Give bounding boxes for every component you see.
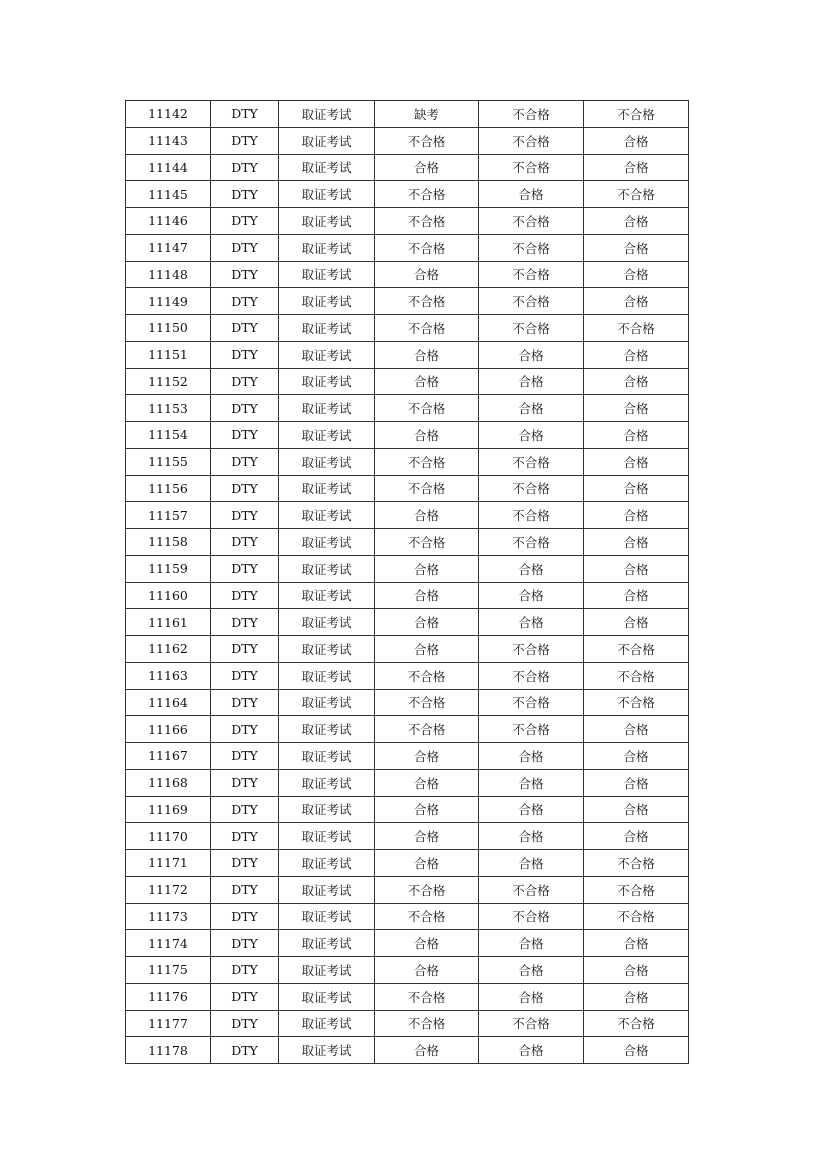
result-2-cell: 不合格 [479, 1010, 584, 1037]
table-row [126, 261, 689, 288]
result-2-cell: 合格 [479, 181, 584, 208]
category-code-cell: DTY [211, 636, 279, 663]
exam-type-cell: 取证考试 [279, 127, 375, 154]
table-row [126, 154, 689, 181]
result-3-cell: 不合格 [584, 101, 689, 128]
category-code-cell: DTY [211, 181, 279, 208]
table-row [126, 796, 689, 823]
table-row [126, 903, 689, 930]
result-2-cell: 不合格 [479, 662, 584, 689]
exam-type-cell: 取证考试 [279, 689, 375, 716]
category-code-cell: DTY [211, 850, 279, 877]
table-row [126, 448, 689, 475]
result-2-cell: 不合格 [479, 636, 584, 663]
exam-type-cell: 取证考试 [279, 796, 375, 823]
result-2-cell: 不合格 [479, 261, 584, 288]
result-1-cell: 合格 [375, 261, 479, 288]
result-2-cell: 合格 [479, 743, 584, 770]
result-3-cell: 合格 [584, 716, 689, 743]
category-code-cell: DTY [211, 475, 279, 502]
result-2-cell: 合格 [479, 555, 584, 582]
candidate-number-cell: 11170 [126, 823, 211, 850]
result-3-cell: 合格 [584, 368, 689, 395]
exam-type-cell: 取证考试 [279, 502, 375, 529]
result-3-cell: 不合格 [584, 1010, 689, 1037]
result-1-cell: 不合格 [375, 1010, 479, 1037]
category-code-cell: DTY [211, 368, 279, 395]
result-2-cell: 合格 [479, 769, 584, 796]
result-3-cell: 合格 [584, 796, 689, 823]
result-2-cell: 不合格 [479, 154, 584, 181]
result-3-cell: 合格 [584, 448, 689, 475]
results-table [125, 100, 689, 1064]
category-code-cell: DTY [211, 823, 279, 850]
exam-type-cell: 取证考试 [279, 743, 375, 770]
result-1-cell: 不合格 [375, 689, 479, 716]
result-1-cell: 合格 [375, 636, 479, 663]
category-code-cell: DTY [211, 743, 279, 770]
category-code-cell: DTY [211, 609, 279, 636]
result-1-cell: 合格 [375, 555, 479, 582]
result-3-cell: 合格 [584, 502, 689, 529]
result-3-cell: 合格 [584, 341, 689, 368]
result-3-cell: 合格 [584, 208, 689, 235]
table-row [126, 1037, 689, 1064]
result-3-cell: 合格 [584, 983, 689, 1010]
exam-type-cell: 取证考试 [279, 261, 375, 288]
candidate-number-cell: 11145 [126, 181, 211, 208]
category-code-cell: DTY [211, 234, 279, 261]
candidate-number-cell: 11148 [126, 261, 211, 288]
exam-type-cell: 取证考试 [279, 529, 375, 556]
exam-type-cell: 取证考试 [279, 315, 375, 342]
exam-type-cell: 取证考试 [279, 903, 375, 930]
result-1-cell: 合格 [375, 422, 479, 449]
table-row [126, 288, 689, 315]
result-3-cell: 合格 [584, 395, 689, 422]
candidate-number-cell: 11160 [126, 582, 211, 609]
result-2-cell: 不合格 [479, 689, 584, 716]
exam-type-cell: 取证考试 [279, 1037, 375, 1064]
candidate-number-cell: 11161 [126, 609, 211, 636]
result-1-cell: 合格 [375, 823, 479, 850]
table-row [126, 769, 689, 796]
result-2-cell: 不合格 [479, 876, 584, 903]
category-code-cell: DTY [211, 448, 279, 475]
result-1-cell: 不合格 [375, 315, 479, 342]
category-code-cell: DTY [211, 395, 279, 422]
candidate-number-cell: 11158 [126, 529, 211, 556]
category-code-cell: DTY [211, 261, 279, 288]
exam-type-cell: 取证考试 [279, 636, 375, 663]
result-3-cell: 不合格 [584, 181, 689, 208]
result-1-cell: 不合格 [375, 662, 479, 689]
result-3-cell: 合格 [584, 475, 689, 502]
result-3-cell: 合格 [584, 154, 689, 181]
result-1-cell: 不合格 [375, 288, 479, 315]
result-3-cell: 不合格 [584, 689, 689, 716]
table-row [126, 475, 689, 502]
result-1-cell: 合格 [375, 341, 479, 368]
result-3-cell: 合格 [584, 529, 689, 556]
candidate-number-cell: 11172 [126, 876, 211, 903]
exam-type-cell: 取证考试 [279, 422, 375, 449]
candidate-number-cell: 11156 [126, 475, 211, 502]
candidate-number-cell: 11178 [126, 1037, 211, 1064]
result-3-cell: 不合格 [584, 876, 689, 903]
candidate-number-cell: 11155 [126, 448, 211, 475]
candidate-number-cell: 11146 [126, 208, 211, 235]
category-code-cell: DTY [211, 422, 279, 449]
result-2-cell: 合格 [479, 796, 584, 823]
result-1-cell: 不合格 [375, 448, 479, 475]
candidate-number-cell: 11147 [126, 234, 211, 261]
result-1-cell: 合格 [375, 154, 479, 181]
candidate-number-cell: 11163 [126, 662, 211, 689]
table-row [126, 930, 689, 957]
table-row [126, 1010, 689, 1037]
result-2-cell: 合格 [479, 395, 584, 422]
table-row [126, 181, 689, 208]
table-row [126, 850, 689, 877]
table-row [126, 502, 689, 529]
result-3-cell: 合格 [584, 823, 689, 850]
table-row [126, 876, 689, 903]
category-code-cell: DTY [211, 689, 279, 716]
result-3-cell: 合格 [584, 769, 689, 796]
result-2-cell: 合格 [479, 850, 584, 877]
result-2-cell: 合格 [479, 1037, 584, 1064]
exam-type-cell: 取证考试 [279, 368, 375, 395]
candidate-number-cell: 11177 [126, 1010, 211, 1037]
result-1-cell: 合格 [375, 582, 479, 609]
category-code-cell: DTY [211, 903, 279, 930]
exam-type-cell: 取证考试 [279, 341, 375, 368]
exam-type-cell: 取证考试 [279, 716, 375, 743]
result-2-cell: 合格 [479, 957, 584, 984]
candidate-number-cell: 11154 [126, 422, 211, 449]
result-2-cell: 不合格 [479, 448, 584, 475]
exam-type-cell: 取证考试 [279, 609, 375, 636]
candidate-number-cell: 11149 [126, 288, 211, 315]
result-1-cell: 不合格 [375, 234, 479, 261]
table-row [126, 127, 689, 154]
result-3-cell: 合格 [584, 555, 689, 582]
result-1-cell: 不合格 [375, 475, 479, 502]
result-3-cell: 不合格 [584, 850, 689, 877]
exam-type-cell: 取证考试 [279, 288, 375, 315]
exam-type-cell: 取证考试 [279, 395, 375, 422]
category-code-cell: DTY [211, 1037, 279, 1064]
table-row [126, 395, 689, 422]
result-1-cell: 不合格 [375, 208, 479, 235]
result-2-cell: 不合格 [479, 716, 584, 743]
result-1-cell: 不合格 [375, 529, 479, 556]
result-1-cell: 合格 [375, 796, 479, 823]
table-row [126, 636, 689, 663]
result-3-cell: 合格 [584, 127, 689, 154]
candidate-number-cell: 11152 [126, 368, 211, 395]
candidate-number-cell: 11144 [126, 154, 211, 181]
result-3-cell: 合格 [584, 1037, 689, 1064]
result-1-cell: 不合格 [375, 903, 479, 930]
table-row [126, 555, 689, 582]
table-row [126, 716, 689, 743]
result-1-cell: 不合格 [375, 127, 479, 154]
table-row [126, 609, 689, 636]
candidate-number-cell: 11168 [126, 769, 211, 796]
candidate-number-cell: 11166 [126, 716, 211, 743]
exam-type-cell: 取证考试 [279, 448, 375, 475]
table-row [126, 368, 689, 395]
category-code-cell: DTY [211, 101, 279, 128]
result-2-cell: 不合格 [479, 475, 584, 502]
category-code-cell: DTY [211, 662, 279, 689]
table-row [126, 743, 689, 770]
category-code-cell: DTY [211, 502, 279, 529]
result-2-cell: 合格 [479, 983, 584, 1010]
exam-type-cell: 取证考试 [279, 769, 375, 796]
candidate-number-cell: 11175 [126, 957, 211, 984]
result-1-cell: 合格 [375, 502, 479, 529]
category-code-cell: DTY [211, 957, 279, 984]
table-row [126, 662, 689, 689]
result-1-cell: 合格 [375, 368, 479, 395]
category-code-cell: DTY [211, 582, 279, 609]
result-1-cell: 不合格 [375, 395, 479, 422]
candidate-number-cell: 11167 [126, 743, 211, 770]
result-2-cell: 不合格 [479, 315, 584, 342]
category-code-cell: DTY [211, 208, 279, 235]
exam-type-cell: 取证考试 [279, 850, 375, 877]
exam-type-cell: 取证考试 [279, 582, 375, 609]
candidate-number-cell: 11150 [126, 315, 211, 342]
candidate-number-cell: 11151 [126, 341, 211, 368]
exam-type-cell: 取证考试 [279, 555, 375, 582]
exam-type-cell: 取证考试 [279, 823, 375, 850]
candidate-number-cell: 11153 [126, 395, 211, 422]
result-3-cell: 合格 [584, 582, 689, 609]
table-row [126, 957, 689, 984]
candidate-number-cell: 11164 [126, 689, 211, 716]
result-2-cell: 合格 [479, 823, 584, 850]
table-row [126, 234, 689, 261]
candidate-number-cell: 11143 [126, 127, 211, 154]
category-code-cell: DTY [211, 315, 279, 342]
table-row [126, 582, 689, 609]
candidate-number-cell: 11142 [126, 101, 211, 128]
exam-type-cell: 取证考试 [279, 234, 375, 261]
result-1-cell: 不合格 [375, 876, 479, 903]
exam-type-cell: 取证考试 [279, 101, 375, 128]
result-2-cell: 不合格 [479, 127, 584, 154]
category-code-cell: DTY [211, 341, 279, 368]
result-2-cell: 合格 [479, 422, 584, 449]
result-3-cell: 不合格 [584, 903, 689, 930]
table-row [126, 422, 689, 449]
result-3-cell: 合格 [584, 234, 689, 261]
candidate-number-cell: 11169 [126, 796, 211, 823]
table-row [126, 823, 689, 850]
exam-type-cell: 取证考试 [279, 181, 375, 208]
category-code-cell: DTY [211, 876, 279, 903]
table-row [126, 529, 689, 556]
candidate-number-cell: 11176 [126, 983, 211, 1010]
result-3-cell: 合格 [584, 422, 689, 449]
result-1-cell: 合格 [375, 850, 479, 877]
result-2-cell: 合格 [479, 368, 584, 395]
result-1-cell: 不合格 [375, 716, 479, 743]
category-code-cell: DTY [211, 127, 279, 154]
candidate-number-cell: 11173 [126, 903, 211, 930]
exam-type-cell: 取证考试 [279, 876, 375, 903]
category-code-cell: DTY [211, 983, 279, 1010]
category-code-cell: DTY [211, 154, 279, 181]
table-row [126, 983, 689, 1010]
result-3-cell: 合格 [584, 609, 689, 636]
category-code-cell: DTY [211, 1010, 279, 1037]
result-2-cell: 合格 [479, 930, 584, 957]
result-2-cell: 不合格 [479, 529, 584, 556]
result-3-cell: 不合格 [584, 662, 689, 689]
table-row [126, 208, 689, 235]
result-3-cell: 不合格 [584, 636, 689, 663]
candidate-number-cell: 11157 [126, 502, 211, 529]
result-1-cell: 合格 [375, 930, 479, 957]
result-3-cell: 合格 [584, 261, 689, 288]
result-3-cell: 合格 [584, 288, 689, 315]
result-2-cell: 不合格 [479, 208, 584, 235]
candidate-number-cell: 11174 [126, 930, 211, 957]
category-code-cell: DTY [211, 716, 279, 743]
result-2-cell: 合格 [479, 609, 584, 636]
exam-type-cell: 取证考试 [279, 1010, 375, 1037]
results-table-body [126, 101, 689, 1064]
result-2-cell: 合格 [479, 582, 584, 609]
candidate-number-cell: 11171 [126, 850, 211, 877]
exam-type-cell: 取证考试 [279, 983, 375, 1010]
exam-type-cell: 取证考试 [279, 154, 375, 181]
category-code-cell: DTY [211, 769, 279, 796]
result-2-cell: 合格 [479, 341, 584, 368]
result-1-cell: 合格 [375, 1037, 479, 1064]
table-row [126, 101, 689, 128]
result-2-cell: 不合格 [479, 288, 584, 315]
exam-type-cell: 取证考试 [279, 930, 375, 957]
category-code-cell: DTY [211, 930, 279, 957]
result-1-cell: 合格 [375, 743, 479, 770]
result-1-cell: 不合格 [375, 983, 479, 1010]
table-row [126, 689, 689, 716]
category-code-cell: DTY [211, 529, 279, 556]
result-2-cell: 不合格 [479, 903, 584, 930]
result-2-cell: 不合格 [479, 502, 584, 529]
result-3-cell: 合格 [584, 930, 689, 957]
result-2-cell: 不合格 [479, 101, 584, 128]
table-row [126, 341, 689, 368]
result-1-cell: 不合格 [375, 181, 479, 208]
result-1-cell: 合格 [375, 957, 479, 984]
result-3-cell: 合格 [584, 957, 689, 984]
table-row [126, 315, 689, 342]
result-3-cell: 合格 [584, 743, 689, 770]
category-code-cell: DTY [211, 555, 279, 582]
exam-type-cell: 取证考试 [279, 662, 375, 689]
exam-type-cell: 取证考试 [279, 475, 375, 502]
candidate-number-cell: 11162 [126, 636, 211, 663]
result-2-cell: 不合格 [479, 234, 584, 261]
result-1-cell: 合格 [375, 769, 479, 796]
exam-type-cell: 取证考试 [279, 208, 375, 235]
category-code-cell: DTY [211, 288, 279, 315]
candidate-number-cell: 11159 [126, 555, 211, 582]
category-code-cell: DTY [211, 796, 279, 823]
result-3-cell: 不合格 [584, 315, 689, 342]
result-1-cell: 合格 [375, 609, 479, 636]
result-1-cell: 缺考 [375, 101, 479, 128]
exam-type-cell: 取证考试 [279, 957, 375, 984]
